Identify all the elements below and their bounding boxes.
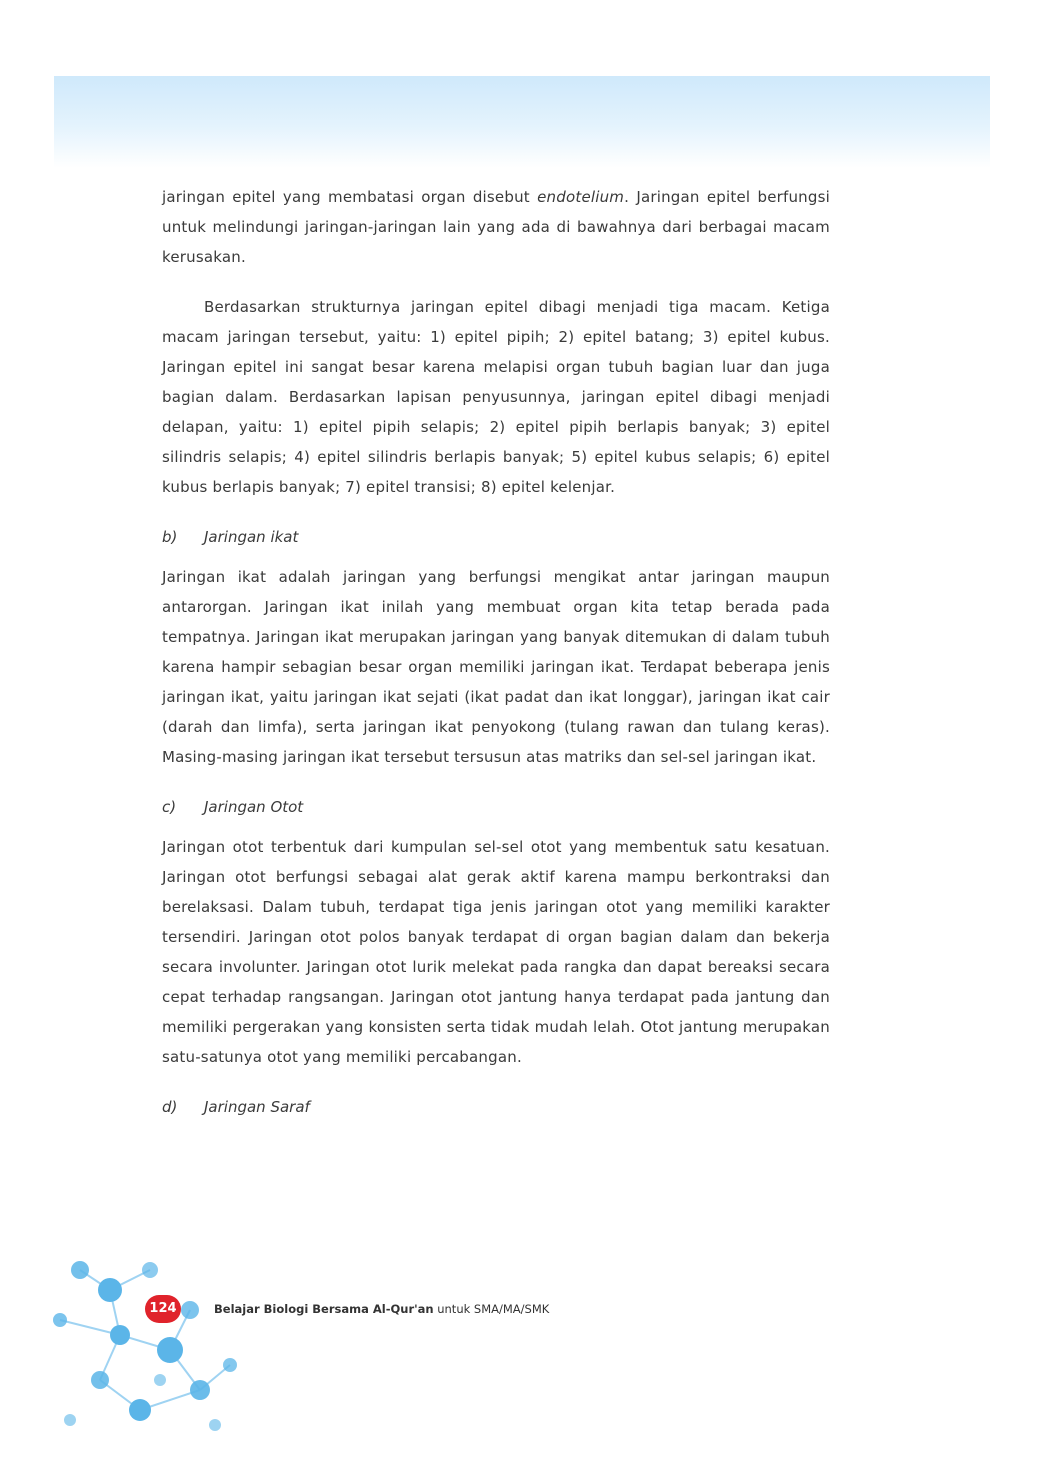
paragraph-jaringan-otot: Jaringan otot terbentuk dari kumpulan sel-sel otot yang membentuk satu kesatuan. Jaringan otot berfungsi sebagai alat gerak aktif karena mampu berkontraksi dan berelaksasi. Dalam tubuh, terdapat tiga jenis jaringan otot yang memiliki karakter tersendiri. Jaringan otot polos banyak terdapat di organ bagian dalam dan bekerja secara involunter. Jaringan otot lurik melekat pada rangka dan dapat bereaksi secara cepat terhadap rangsangan. Jaringan otot jantung hanya terdapat pada jantung dan memiliki pergerakan yang konsisten serta tidak mudah lelah. Otot jantung merupakan satu-satunya otot yang memiliki percabangan.	[162, 838, 830, 1066]
paragraph-jaringan-ikat: Jaringan ikat adalah jaringan yang berfungsi mengikat antar jaringan maupun antarorgan. Jaringan ikat inilah yang membuat organ kita tetap berada pada tempatnya. Jaringan ikat merupakan jaringan yang banyak ditemukan di dalam tubuh karena hampir sebagian besar organ memiliki jaringan ikat. Terdapat beberapa jenis jaringan ikat, yaitu jaringan ikat sejati (ikat padat dan ikat longgar), jaringan ikat cair (darah dan limfa), serta jaringan ikat penyokong (tulang rawan dan tulang keras). Masing-masing jaringan ikat tersebut tersusun atas matriks dan sel-sel jaringan ikat.	[162, 568, 830, 766]
paragraph-epitel-intro: jaringan epitel yang membatasi organ disebut endotelium. Jaringan epitel berfungsi untuk melindungi jaringan-jaringan lain yang ada di bawahnya dari berbagai macam kerusakan.	[162, 188, 830, 266]
page-number-badge: 124	[145, 1295, 181, 1323]
header-band	[54, 76, 990, 168]
subheading-jaringan-ikat: b) Jaringan ikat	[162, 528, 299, 546]
subheading-jaringan-otot: c) Jaringan Otot	[162, 798, 304, 816]
subheading-jaringan-saraf: d) Jaringan Saraf	[162, 1098, 310, 1116]
paragraph-epitel-types: Berdasarkan strukturnya jaringan epitel dibagi menjadi tiga macam. Ketiga macam jaringan tersebut, yaitu: 1) epitel pipih; 2) epitel batang; 3) epitel kubus. Jaringan epitel ini sangat besar karena melapisi organ tubuh bagian luar dan juga bagian dalam. Berdasarkan lapisan penyusunnya, jaringan epitel dibagi menjadi delapan, yaitu: 1) epitel pipih selapis; 2) epitel pipih berlapis banyak; 3) epitel silindris selapis; 4) epitel silindris berlapis banyak; 5) epitel kubus selapis; 6) epitel kubus berlapis banyak; 7) epitel transisi; 8) epitel kelenjar.	[162, 298, 830, 496]
page-footer	[0, 1250, 1042, 1477]
molecule-decoration-icon	[40, 1250, 250, 1440]
book-title: Belajar Biologi Bersama Al-Qur'an untuk SMA/MA/SMK	[214, 1302, 550, 1316]
page-content	[162, 182, 830, 1132]
term-endotelium: endotelium	[537, 188, 625, 206]
